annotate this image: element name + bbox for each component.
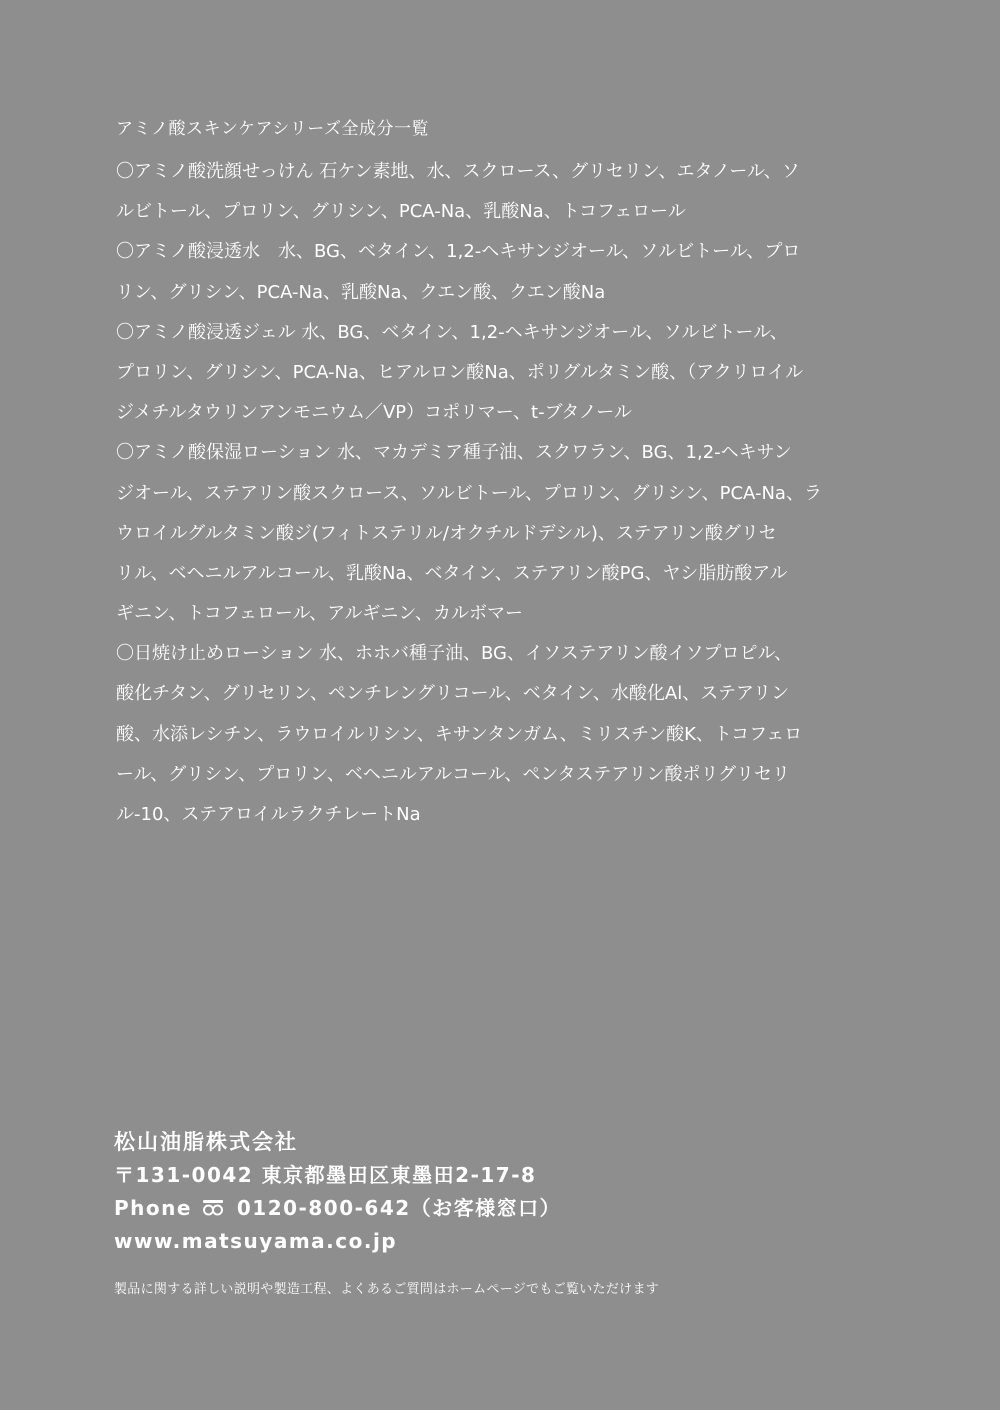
ingredients-list xyxy=(116,152,892,835)
ingredients-line: リン、グリシン、PCA-Na、乳酸Na、クエン酸、クエン酸Na xyxy=(116,281,606,303)
company-phone xyxy=(114,1192,874,1225)
company-info xyxy=(114,1126,874,1258)
ingredients-line: ール、グリシン、プロリン、ベヘニルアルコール、ペンタステアリン酸ポリグリセリ xyxy=(116,763,791,785)
ingredients-line: ジオール、ステアリン酸スクロース、ソルビトール、プロリン、グリシン、PCA-Na、ラ xyxy=(116,482,822,504)
ingredients-line: 〇日焼け止めローション 水、ホホバ種子油、BG、イソステアリン酸イソプロピル、 xyxy=(116,643,793,665)
ingredients-line: 酸化チタン、グリセリン、ペンチレングリコール、ベタイン、水酸化Al、ステアリン xyxy=(116,683,790,705)
ingredients-line: 酸、水添レシチン、ラウロイルリシン、キサンタンガム、ミリスチン酸K、トコフェロ xyxy=(116,723,803,745)
free-dial-icon xyxy=(202,1194,224,1212)
ingredients-line: プロリン、グリシン、PCA-Na、ヒアルロン酸Na、ポリグルタミン酸、（アクリロイル xyxy=(116,361,804,383)
phone-number: 0120-800-642（お客様窓口） xyxy=(236,1196,562,1220)
ingredients-line: ルビトール、プロリン、グリシン、PCA-Na、乳酸Na、トコフェロール xyxy=(116,201,686,223)
ingredients-line: 〇アミノ酸洗顔せっけん 石ケン素地、水、スクロース、グリセリン、エタノール、ソ xyxy=(116,161,800,182)
ingredients-heading: アミノ酸スキンケアシリーズ全成分一覧 xyxy=(116,119,429,139)
ingredients-line: ギニン、トコフェロール、アルギニン、カルボマー xyxy=(116,603,523,625)
ingredients-line: 〇アミノ酸浸透ジェル 水、BG、ベタイン、1,2-ヘキサンジオール、ソルビトール、 xyxy=(116,321,788,343)
phone-label: Phone xyxy=(114,1196,192,1220)
footer-note: 製品に関する詳しい説明や製造工程、よくあるご質問はホームページでもご覧いただけます xyxy=(114,1282,660,1297)
ingredients-line: リル、ベヘニルアルコール、乳酸Na、ベタイン、ステアリン酸PG、ヤシ脂肪酸アル xyxy=(116,562,788,584)
company-address: 〒131-0042 東京都墨田区東墨田2-17-8 xyxy=(114,1163,537,1187)
ingredients-line: ル-10、ステアロイルラクチレートNa xyxy=(116,804,421,825)
ingredients-line: 〇アミノ酸保湿ローション 水、マカデミア種子油、スクワラン、BG、1,2-ヘキサン xyxy=(116,442,792,464)
ingredients-line: 〇アミノ酸浸透水 水、BG、ベタイン、1,2-ヘキサンジオール、ソルビトール、プロ xyxy=(116,241,801,263)
ingredients-line: ジメチルタウリンアンモニウム／VP）コポリマー、t-ブタノール xyxy=(116,402,632,424)
ingredients-line: ウロイルグルタミン酸ジ(フィトステリル/オクチルドデシル)、ステアリン酸グリセ xyxy=(116,522,777,544)
company-name: 松山油脂株式会社 xyxy=(114,1130,298,1154)
company-website-link[interactable]: www.matsuyama.co.jp xyxy=(114,1229,398,1253)
